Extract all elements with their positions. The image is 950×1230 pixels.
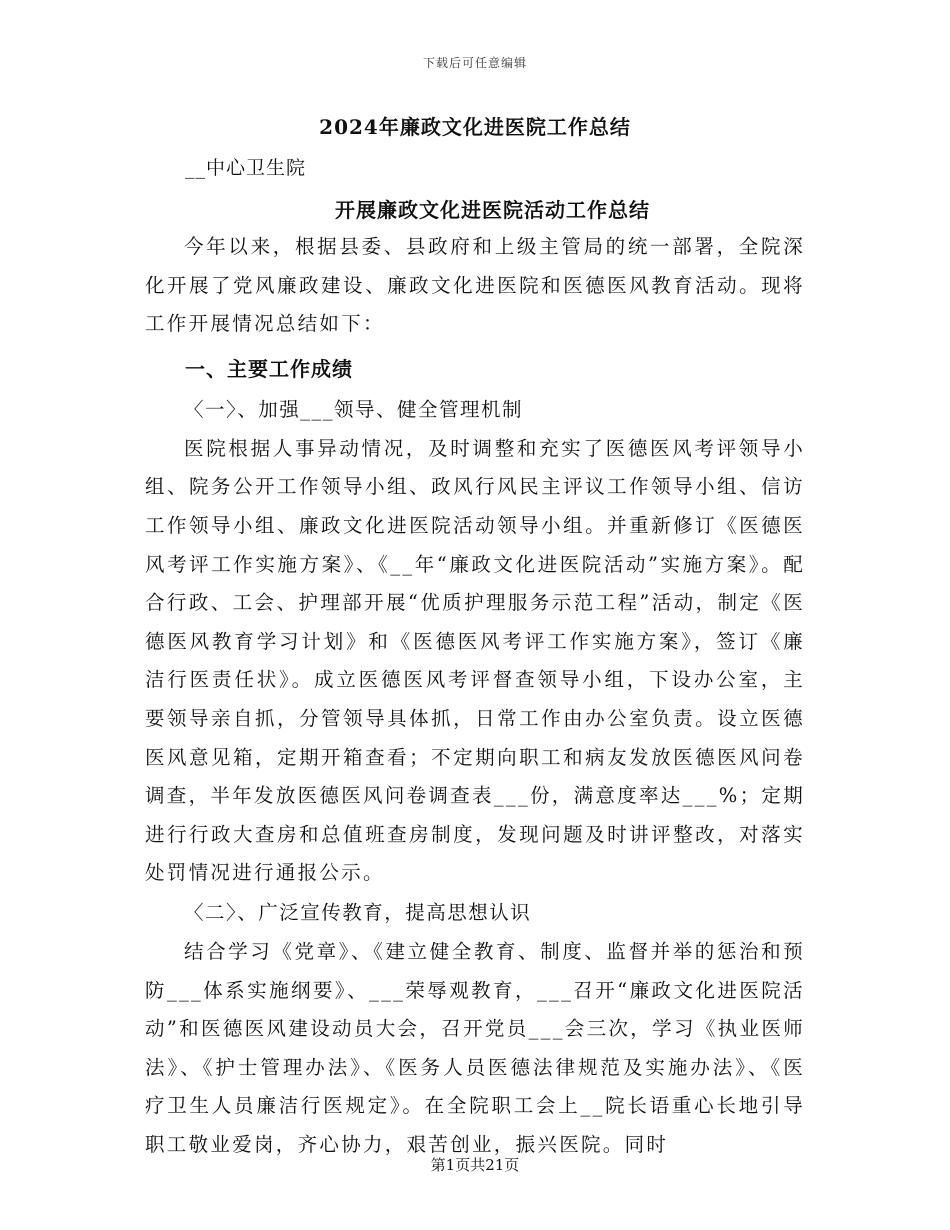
- page-number: 第1页共21页: [430, 1156, 520, 1174]
- organization-name: __中心卫生院: [185, 157, 307, 179]
- sub-heading-1: 〈一〉、加强___领导、健全管理机制: [184, 397, 524, 421]
- section-heading-1: 一、主要工作成绩: [185, 356, 353, 381]
- sub-section-1-paragraph: 医院根据人事异动情况，及时调整和充实了医德医风考评领导小组、院务公开工作领导小组、政风行风民主评议工作领导小组、信访工作领导小组、廉政文化进医院活动领导小组。并重新修订《医德医风考评工作实施方案》、《__年“廉政文化进医院活动”实施方案》。配合行政、工会、护理部开展“优质护理服务示范工程”活动，制定《医德医风教育学习计划》和《医德医风考评工作实施方案》，签订《廉洁行医责任状》。成立医德医风考评督查领导小组，下设办公室，主要领导亲自抓，分管领导具体抓，日常工作由办公室负责。设立医德医风意见箱，定期开箱查看；不定期向职工和病友发放医德医风问卷调查，半年发放医德医风问卷调查表___份，满意度率达___%；定期进行行政大查房和总值班查房制度，发现问题及时讲评整改，对落实处罚情况进行通报公示。: [145, 436, 805, 885]
- document-title: 2024年廉政文化进医院工作总结: [319, 115, 631, 139]
- sub-section-2-paragraph: 结合学习《党章》、《建立健全教育、制度、监督并举的惩治和预防___体系实施纲要》、___荣辱观教育，___召开“廉政文化进医院活动”和医德医风建设动员大会，召开党员___会三次，学习《执业医师法》、《护士管理办法》、《医务人员医德法律规范及实施办法》、《医疗卫生人员廉洁行医规定》。在全院职工会上__院长语重心长地引导职工敬业爱岗，齐心协力，艰苦创业，振兴医院。同时: [145, 939, 805, 1156]
- intro-paragraph: 今年以来，根据县委、县政府和上级主管局的统一部署，全院深化开展了党风廉政建设、廉政文化进医院和医德医风教育活动。现将工作开展情况总结如下：: [145, 235, 805, 336]
- header-note: 下载后可任意编辑: [422, 56, 527, 70]
- document-body: [145, 110, 805, 1164]
- sub-heading-2: 〈二〉、广泛宣传教育，提高思想认识: [184, 900, 532, 924]
- document-subtitle: 开展廉政文化进医院活动工作总结: [335, 198, 650, 222]
